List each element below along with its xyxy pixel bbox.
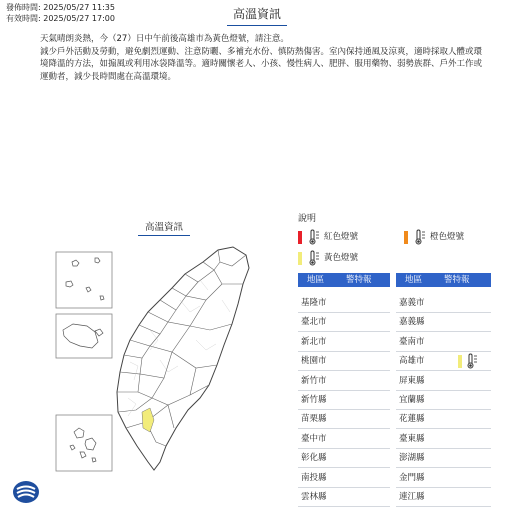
table-cell-area: 苗栗縣 bbox=[301, 414, 327, 425]
thermometer-icon bbox=[308, 229, 322, 245]
table-cell-area: 花蓮縣 bbox=[399, 414, 425, 425]
table-cell-area: 連江縣 bbox=[399, 492, 425, 502]
row-divider bbox=[298, 428, 390, 429]
table-cell-area: 金門縣 bbox=[399, 472, 425, 483]
table-cell-area: 屏東縣 bbox=[399, 375, 425, 386]
legend-orange-swatch bbox=[404, 231, 408, 244]
legend-yellow-label: 黃色燈號 bbox=[324, 253, 359, 263]
row-divider bbox=[298, 467, 390, 468]
row-divider bbox=[298, 506, 390, 507]
table-cell-area: 臺中市 bbox=[301, 433, 327, 444]
table-header-right bbox=[396, 273, 491, 287]
valid-time: 有效時間: 2025/05/27 17:00 bbox=[6, 14, 115, 23]
table-cell-area: 桃園市 bbox=[301, 356, 327, 367]
legend-red-label: 紅色燈號 bbox=[324, 232, 359, 242]
table-cell-area: 新北市 bbox=[301, 336, 327, 347]
table-header-left bbox=[298, 273, 390, 287]
row-divider bbox=[298, 351, 390, 352]
table-cell-area: 新竹縣 bbox=[301, 395, 327, 405]
row-divider bbox=[298, 487, 390, 488]
table-cell-area: 澎湖縣 bbox=[399, 453, 425, 464]
row-divider bbox=[396, 506, 491, 507]
warning-level-swatch bbox=[458, 355, 462, 368]
row-divider bbox=[298, 370, 390, 371]
row-divider bbox=[298, 390, 390, 391]
table-cell-area: 基隆市 bbox=[301, 298, 327, 308]
table-cell-area: 宜蘭縣 bbox=[399, 395, 425, 405]
description-line: 天氣晴朗炎熱，今（27）日中午前後高雄市為黃色燈號，請注意。 bbox=[40, 34, 289, 44]
row-divider bbox=[298, 448, 390, 449]
thermometer-icon bbox=[466, 353, 480, 369]
cwa-logo bbox=[12, 478, 40, 506]
table-cell-area: 新竹市 bbox=[301, 375, 327, 386]
table-cell-area: 南投縣 bbox=[301, 472, 327, 483]
row-divider bbox=[396, 467, 491, 468]
legend-yellow-swatch bbox=[298, 252, 302, 265]
table-cell-area: 臺南市 bbox=[399, 336, 425, 347]
description-text bbox=[40, 33, 488, 83]
taiwan-island bbox=[117, 247, 249, 470]
description-line: 減少戶外活動及勞動，避免劇烈運動、注意防曬、多補充水份、慎防熱傷害。室內保持通風及涼爽，適時採取人體或環境降溫的方法，如搧風或利用冰袋降溫等。適時關懷老人、小孩、慢性病人、肥胖、服用藥物、弱勢族群、戶外工作或運動者，減少長時間處在高溫環境。 bbox=[40, 46, 483, 82]
column-header-area: 地區 bbox=[405, 275, 423, 285]
column-header-area: 地區 bbox=[307, 275, 325, 285]
table-cell-area: 臺東縣 bbox=[399, 433, 425, 444]
row-divider bbox=[396, 409, 491, 410]
table-cell-area: 臺北市 bbox=[301, 317, 327, 328]
column-header-warning: 警特報 bbox=[444, 275, 470, 285]
row-divider bbox=[396, 448, 491, 449]
taiwan-map bbox=[0, 236, 292, 476]
row-divider bbox=[298, 312, 390, 313]
column-header-warning: 警特報 bbox=[346, 275, 372, 285]
row-divider bbox=[396, 351, 491, 352]
penghu-inset bbox=[56, 415, 112, 471]
row-divider bbox=[298, 331, 390, 332]
thermometer-icon bbox=[414, 229, 428, 245]
row-divider bbox=[298, 409, 390, 410]
row-divider bbox=[396, 331, 491, 332]
map-title: 高溫資訊 bbox=[138, 222, 190, 236]
table-cell-area: 嘉義市 bbox=[399, 298, 425, 308]
row-divider bbox=[396, 390, 491, 391]
row-divider bbox=[396, 428, 491, 429]
matsu-inset bbox=[56, 252, 112, 308]
table-cell-area: 高雄市 bbox=[399, 356, 425, 367]
issue-time: 發佈時間: 2025/05/27 11:35 bbox=[6, 3, 115, 12]
page-title: 高溫資訊 bbox=[227, 5, 287, 26]
table-cell-area: 嘉義縣 bbox=[399, 317, 425, 328]
row-divider bbox=[396, 487, 491, 488]
legend-title: 說明 bbox=[298, 214, 317, 224]
table-cell-area: 雲林縣 bbox=[301, 492, 327, 502]
table-cell-area: 彰化縣 bbox=[301, 453, 327, 464]
legend-red-swatch bbox=[298, 231, 302, 244]
row-divider bbox=[396, 370, 491, 371]
row-divider bbox=[396, 312, 491, 313]
thermometer-icon bbox=[308, 250, 322, 266]
legend-orange-label: 橙色燈號 bbox=[430, 232, 465, 242]
